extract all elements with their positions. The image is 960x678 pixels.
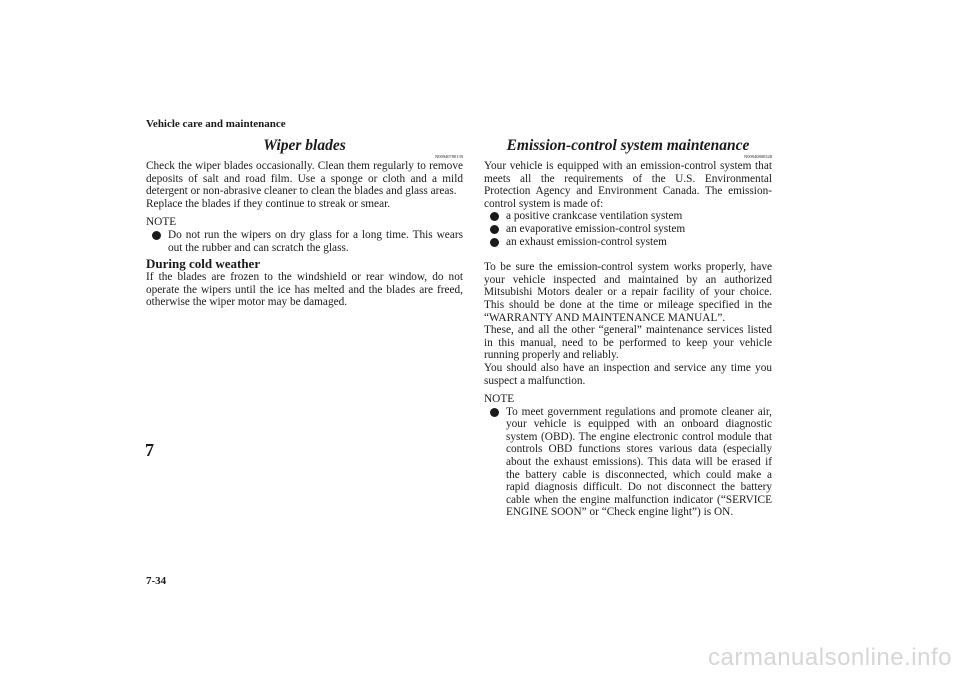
emission-paragraph-2: These, and all the other “general” maintenance services listed in this manual, need to be performed to keep your vehicle running properly and reliably. xyxy=(484,324,772,362)
emission-system-item xyxy=(484,223,772,236)
wiper-note-label: NOTE xyxy=(146,216,177,229)
emission-note-label: NOTE xyxy=(484,393,515,406)
emission-system-text: a positive crankcase ventilation system xyxy=(506,210,683,223)
cold-weather-heading: During cold weather xyxy=(146,256,261,272)
bullet-icon xyxy=(490,238,499,247)
emission-control-code: N00940800328 xyxy=(744,154,772,159)
wiper-note-list xyxy=(146,229,463,254)
emission-systems-list xyxy=(484,210,772,248)
emission-system-text: an exhaust emission-control system xyxy=(506,235,667,248)
emission-system-text: an evaporative emission-control system xyxy=(506,222,686,235)
emission-intro-text: Your vehicle is equipped with an emission-control system that meets all the requirements of the U.S. Environmental Protection Agency and Environment Canada. The emission-control system is made of: xyxy=(484,160,772,210)
bullet-icon xyxy=(490,212,499,221)
emission-control-title: Emission-control system maintenance xyxy=(506,137,750,154)
page-number: 7-34 xyxy=(146,575,167,587)
emission-system-item xyxy=(484,210,772,223)
emission-note-list xyxy=(484,406,772,519)
wiper-note-item xyxy=(146,229,463,254)
wiper-blades-code: N00940700139 xyxy=(435,154,463,159)
bullet-icon xyxy=(152,231,161,240)
watermark: carmanualsonline.info xyxy=(708,644,952,671)
bullet-icon xyxy=(490,408,499,417)
wiper-intro-text: Check the wiper blades occasionally. Clean them regularly to remove deposits of salt and road film. Use a sponge or cloth and a mild detergent or non-abrasive cleaner to clean the blades and glass areas. xyxy=(146,160,463,198)
cold-weather-text: If the blades are frozen to the windshield or rear window, do not operate the wipers until the ice has melted and the blades are freed, otherwise the wiper motor may be damaged. xyxy=(146,271,463,309)
emission-note-text: To meet government regulations and promote cleaner air, your vehicle is equipped with an onboard diagnostic system (OBD). The engine electronic control module that controls OBD functions stores various data (especially about the exhaust emissions). This data will be erased if the battery cable is disconnected, which could make a rapid diagnosis difficult. Do not disconnect the battery cable when the engine malfunction indicator (“SERVICE ENGINE SOON” or “Check engine light”) is ON. xyxy=(506,405,772,519)
wiper-replace-text: Replace the blades if they continue to streak or smear. xyxy=(146,197,391,210)
wiper-note-text: Do not run the wipers on dry glass for a long time. This wears out the rubber and can scratch the glass. xyxy=(168,228,463,254)
wiper-blades-title: Wiper blades xyxy=(263,137,346,154)
section-header: Vehicle care and maintenance xyxy=(146,118,286,130)
emission-note-item xyxy=(484,406,772,519)
emission-paragraph-3: You should also have an inspection and service any time you suspect a malfunction. xyxy=(484,361,772,387)
bullet-icon xyxy=(490,225,499,234)
emission-system-item xyxy=(484,236,772,249)
chapter-tab: 7 xyxy=(145,440,154,460)
emission-control-section xyxy=(484,136,772,519)
wiper-blades-section xyxy=(146,136,463,309)
emission-paragraph-1: To be sure the emission-control system works properly, have your vehicle inspected and maintained by an authorized Mitsubishi Motors dealer or a repair facility of your choice. This should be done at the time or mileage specified in the “WARRANTY AND MAINTENANCE MANUAL”. xyxy=(484,261,772,324)
